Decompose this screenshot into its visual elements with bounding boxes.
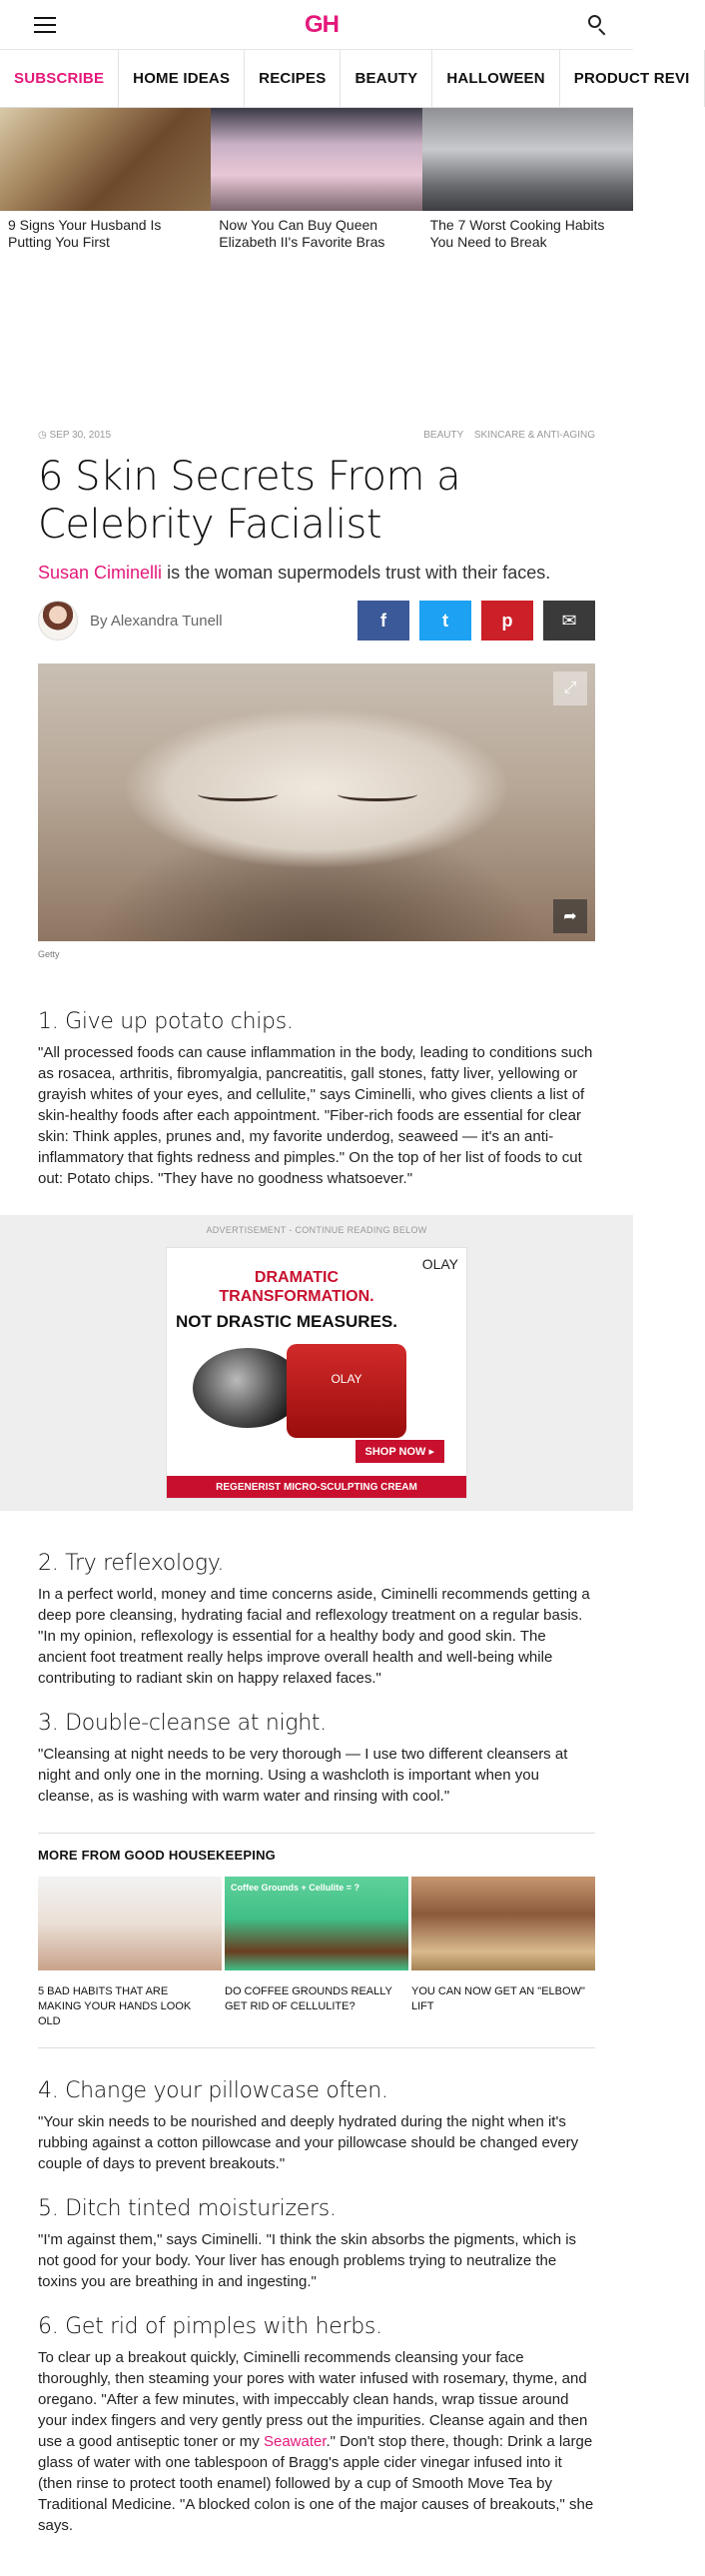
advertisement [0,1215,633,1511]
hero-eye [198,787,278,801]
promo-card[interactable] [211,108,421,266]
nav-item-recipes[interactable]: RECIPES [245,50,341,107]
promo-title[interactable]: 9 Signs Your Husband Is Putting You First [8,217,162,250]
main-nav [0,50,690,108]
related-card-overlay: Coffee Grounds + Cellulite = ? [231,1883,360,1893]
nav-item-halloween[interactable]: HALLOWEEN [432,50,559,107]
related-card-image[interactable] [411,1877,595,1970]
email-share-button[interactable]: ✉ [543,601,595,641]
ad-headline: DRAMATIC TRANSFORMATION. [219,1269,374,1305]
promo-title[interactable]: Now You Can Buy Queen Elizabeth II's Favorite Bras [219,217,385,250]
publish-date: ◷ SEP 30, 2015 [38,430,112,441]
promo-card[interactable] [422,108,633,266]
nav-item-subscribe[interactable]: SUBSCRIBE [0,50,119,107]
hero-image[interactable] [38,663,595,941]
more-from-heading: MORE FROM GOOD HOUSEKEEPING [38,1848,276,1863]
tag-beauty[interactable]: BEAUTY [423,430,464,441]
related-card-image[interactable] [38,1877,222,1970]
ad-subhead: NOT DRASTIC MEASURES. [176,1312,397,1331]
ad-banner[interactable] [166,1247,467,1499]
section-heading: 6. Get rid of pimples with herbs. [38,2314,382,2339]
promo-image[interactable] [422,108,633,211]
share-arrow-icon[interactable]: ➦ [553,899,587,933]
section-body: In a perfect world, money and time concerns aside, Ciminelli recommends getting a deep pore cleansing, hydrating facial and reflexology treatment on a regular basis. "In my opinion, reflexology is essential for a healthy body and good skin. The ancient foot treatment really helps improve overall health and well-being while contributing to radiant skin on happy relaxed faces." [38,1586,590,1687]
related-card-title[interactable]: YOU CAN NOW GET AN "ELBOW" LIFT [411,1985,585,2012]
tag-skincare[interactable]: SKINCARE & ANTI-AGING [473,430,595,441]
section-heading: 2. Try reflexology. [38,1551,225,1576]
author-avatar[interactable] [38,601,78,641]
article-title: 6 Skin Secrets From a Celebrity Facialist [38,454,461,548]
expand-icon[interactable]: ⤢ [553,671,587,705]
article [0,430,633,2536]
ad-label: ADVERTISEMENT - CONTINUE READING BELOW [206,1225,427,1235]
ad-footer: REGENERIST MICRO-SCULPTING CREAM [167,1476,466,1498]
section-body: "All processed foods can cause inflammation in the body, leading to conditions such as rosacea, arthritis, fibromyalgia, pancreatitis, gall stones, fatty liver, yellowing or grayish whites of your eyes, and cellulite," says Ciminelli, who gives clients a list of skin-healthy foods after each appointment. "Fiber-rich foods are essential for clear skin: Think apples, prunes and, my favorite underdog, seaweed — it's an anti-inflammatory that fights redness and pimples." On the top of her list of foods to cut out: Potato chips. "They have no goodness whatsoever." [38,1044,593,1187]
section-body: To clear up a breakout quickly, Ciminelli recommends cleansing your face thoroughly, then steaming your pores with water infused with rosemary, thyme, and oregano. "After a few minutes, with impeccably clean hands, wrap tissue around your index fingers and very gently press out the impurities. Cleanse again and then use a good antiseptic toner or my Seawater." Don't stop there, though: Drink a large glass of water with one tablespoon of Bragg's apple cider vinegar infused into it (then rinse to protect tooth enamel) followed by a cup of Smooth Move Tea by Traditional Medicine. "A blocked colon is one of the major causes of breakouts," she says. [38,2349,594,2534]
search-icon[interactable] [587,14,609,36]
related-card-title[interactable]: DO COFFEE GROUNDS REALLY GET RID OF CELLULITE? [225,1985,392,2012]
related-card[interactable] [411,1877,595,2029]
site-logo[interactable]: GH [305,10,339,38]
ad-brand: OLAY [421,1256,458,1272]
section-body: "Cleansing at night needs to be very thorough — I use two different cleansers at night and only one in the morning. Using a washcloth is important when you cleanse, as is washing with warm water and rinsing with cool." [38,1746,568,1805]
article-meta [38,430,595,441]
pinterest-share-button[interactable]: p [481,601,533,641]
article-tags [415,430,595,441]
more-from-section [38,1833,595,2048]
top-bar [0,0,633,50]
section-body: "I'm against them," says Ciminelli. "I think the skin absorbs the pigments, which is not good for your body. Your liver has enough problems trying to neutralize the toxins you are breathing in and ingesting." [38,2231,577,2290]
twitter-share-button[interactable]: t [419,601,471,641]
section-heading: 3. Double-cleanse at night. [38,1711,327,1736]
share-buttons [357,601,595,641]
ad-shop-now-button[interactable]: SHOP NOW ▸ [355,1440,445,1463]
clock-icon: ◷ [38,430,50,441]
nav-item-beauty[interactable]: BEAUTY [341,50,432,107]
related-card[interactable] [225,1877,408,2029]
promo-card[interactable] [0,108,211,266]
nav-item-home-ideas[interactable]: HOME IDEAS [119,50,245,107]
section-heading: 4. Change your pillowcase often. [38,2078,388,2103]
related-card-title[interactable]: 5 BAD HABITS THAT ARE MAKING YOUR HANDS LOOK OLD [38,1985,192,2027]
related-card-image[interactable] [225,1877,408,1970]
nav-item-product-reviews[interactable]: PRODUCT REVI [560,50,705,107]
author-name[interactable]: By Alexandra Tunell [90,612,223,630]
section-body: "Your skin needs to be nourished and deeply hydrated during the night when it's rubbing against a cotton pillowcase and your pillowcase should be changed every couple of days to prevent breakouts." [38,2113,579,2172]
hero-eye [338,787,417,801]
section-heading: 5. Ditch tinted moisturizers. [38,2196,337,2221]
divider [38,2047,595,2048]
promo-title[interactable]: The 7 Worst Cooking Habits You Need to Break [429,217,605,250]
dek-text: is the woman supermodels trust with their faces. [162,563,551,583]
seawater-link[interactable]: Seawater [263,2433,327,2450]
ad-product-jar: OLAY [287,1344,406,1438]
article-dek [38,563,595,584]
hamburger-menu-icon[interactable] [34,17,56,33]
promo-image[interactable] [211,108,421,211]
facebook-share-button[interactable]: f [357,601,409,641]
dek-link[interactable]: Susan Ciminelli [38,563,163,583]
image-credit: Getty [38,949,60,959]
related-card[interactable] [38,1877,222,2029]
byline [38,598,595,644]
section-heading: 1. Give up potato chips. [38,1009,294,1034]
promo-image[interactable] [0,108,211,211]
promo-strip [0,108,633,266]
